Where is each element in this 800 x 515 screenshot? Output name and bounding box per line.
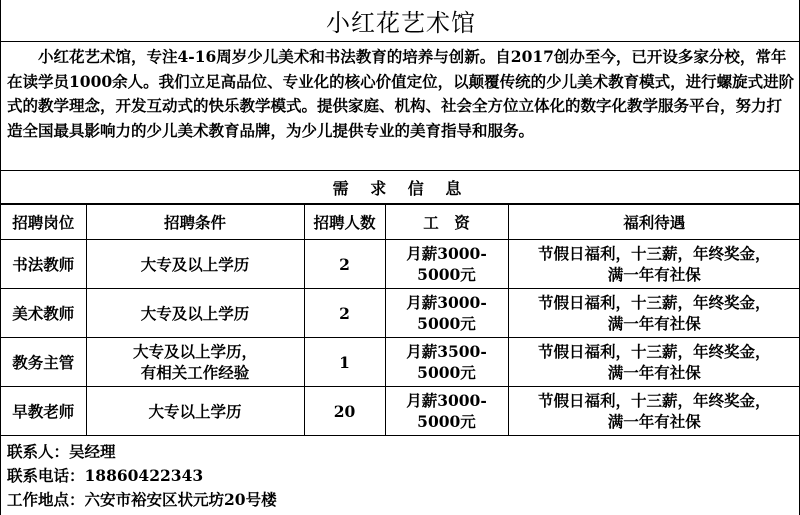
condition-line: 大专及以上学历: [140, 254, 250, 274]
cell-welfare: [508, 289, 800, 338]
table-row: [1, 240, 800, 289]
jobs-table: [1, 204, 800, 436]
cell-salary: [385, 338, 508, 387]
work-address: 工作地点：六安市裕安区状元坊20号楼: [7, 490, 277, 509]
cell-conditions: [86, 387, 304, 436]
cell-welfare: [508, 338, 800, 387]
header-welfare: 福利待遇: [508, 205, 800, 240]
condition-line: 有相关工作经验: [140, 363, 250, 382]
table-row: [1, 387, 800, 436]
salary-line: 月薪3500-: [406, 342, 487, 361]
salary-line: 月薪3000-: [406, 293, 487, 312]
welfare-line: 满一年有社保: [607, 265, 701, 284]
section-title: 需 求 信 息: [1, 170, 800, 204]
salary-line: 5000元: [417, 412, 476, 431]
salary-line: 月薪3000-: [406, 391, 487, 410]
salary-line: 月薪3000-: [406, 244, 487, 263]
intro-paragraph: 小红花艺术馆，专注4-16周岁少儿美术和书法教育的培养与创新。自2017创办至今，已开设多家分校，常年在读学员1000余人。我们立足高品位、专业化的核心价值定位，以颠覆传统的少儿美术教育模式，进行螺旋式进阶式的教学理念，开发互动式的快乐教学模式。提供家庭、机构、社会全方位立体化的数字化教学服务平台，努力打造全国最具影响力的少儿美术教育品牌，为少儿提供专业的美育指导和服务。: [7, 47, 795, 140]
header-count: 招聘人数: [304, 205, 385, 240]
contact-info: [7, 440, 795, 512]
welfare-line: 节假日福利，十三薪，年终奖金，: [537, 391, 771, 410]
cell-conditions: [86, 240, 304, 289]
cell-salary: [385, 289, 508, 338]
cell-salary: [385, 240, 508, 289]
welfare-line: 节假日福利，十三薪，年终奖金，: [537, 244, 771, 263]
table-row: [1, 289, 800, 338]
cell-position: 美术教师: [1, 289, 86, 338]
table-row: [1, 338, 800, 387]
cell-count: 20: [304, 387, 385, 436]
condition-line: 大专及以上学历: [140, 303, 250, 323]
cell-salary: [385, 387, 508, 436]
cell-welfare: [508, 240, 800, 289]
welfare-line: 满一年有社保: [607, 363, 701, 382]
condition-line: 大专及以上学历，: [132, 342, 257, 361]
cell-position: 书法教师: [1, 240, 86, 289]
contact-person: 联系人：吴经理: [7, 442, 116, 461]
cell-position: 教务主管: [1, 338, 86, 387]
header-salary: 工 资: [385, 205, 508, 240]
cell-welfare: [508, 387, 800, 436]
welfare-line: 节假日福利，十三薪，年终奖金，: [537, 293, 771, 312]
header-conditions: 招聘条件: [86, 205, 304, 240]
welfare-line: 节假日福利，十三薪，年终奖金，: [537, 342, 771, 361]
welfare-line: 满一年有社保: [607, 412, 701, 431]
contact-phone: 联系电话：18860422343: [7, 466, 204, 485]
cell-conditions: [86, 289, 304, 338]
page-title: 小红花艺术馆: [1, 0, 800, 42]
cell-count: 1: [304, 338, 385, 387]
cell-position: 早教老师: [1, 387, 86, 436]
header-position: 招聘岗位: [1, 205, 86, 240]
salary-line: 5000元: [417, 363, 476, 382]
cell-count: 2: [304, 240, 385, 289]
salary-line: 5000元: [417, 265, 476, 284]
cell-conditions: [86, 338, 304, 387]
cell-count: 2: [304, 289, 385, 338]
salary-line: 5000元: [417, 314, 476, 333]
welfare-line: 满一年有社保: [607, 314, 701, 333]
condition-line: 大专以上学历: [148, 401, 242, 421]
table-header-row: [1, 205, 800, 240]
